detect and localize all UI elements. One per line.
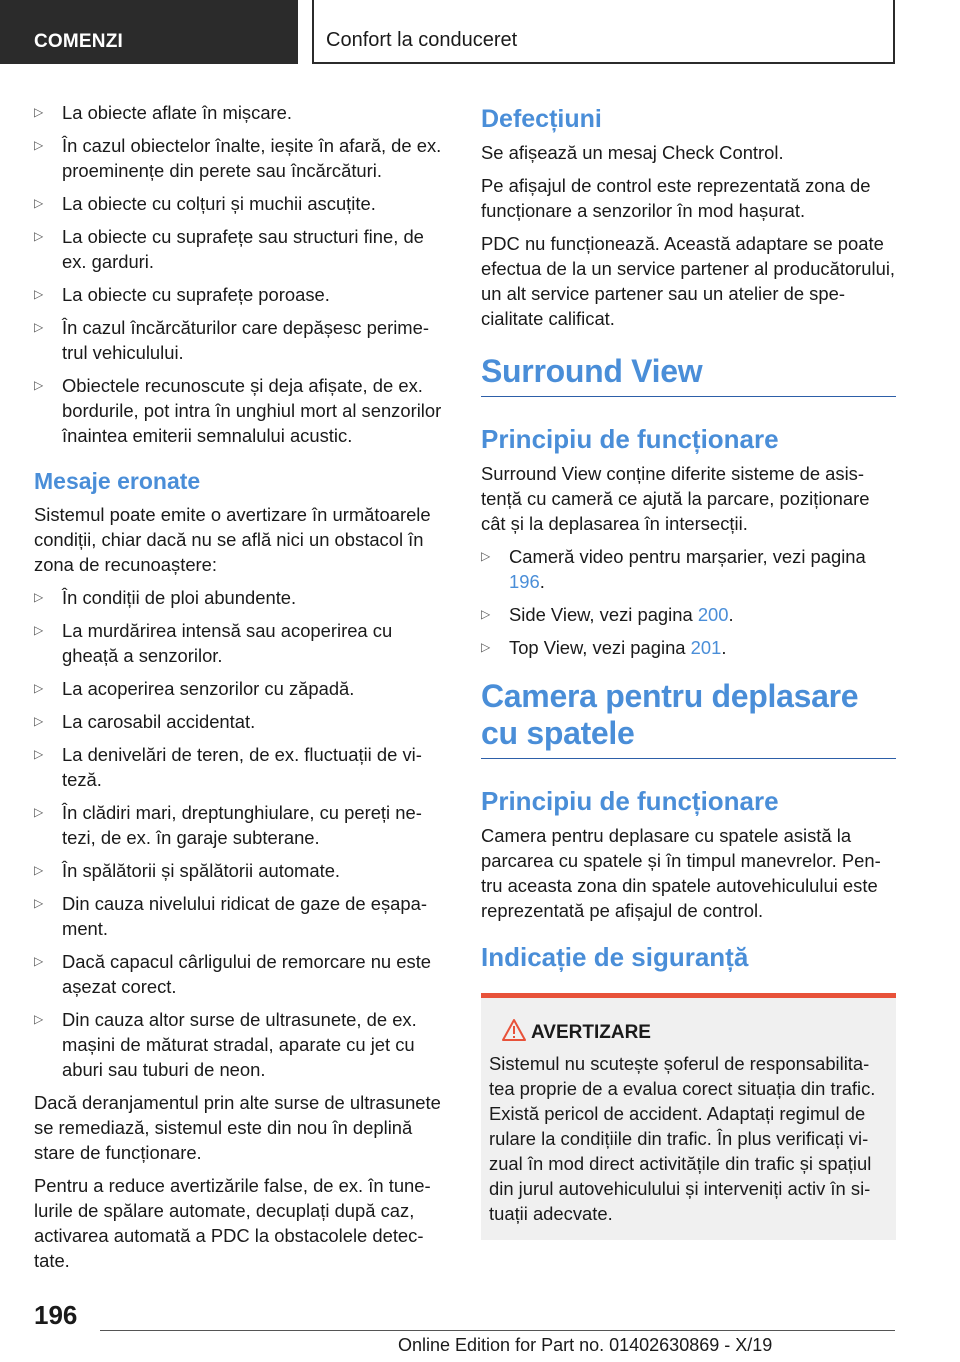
- object-limits-list: [34, 100, 442, 448]
- page-link-196[interactable]: 196: [509, 571, 540, 592]
- surround-view-list: [481, 544, 896, 660]
- triangle-bullet-icon: ▷: [34, 747, 44, 761]
- paragraph-recovery: Dacă deranjamentul prin alte surse de ultrasunete se remediază, sistemul este din nou în deplină stare de funcționare.: [34, 1092, 441, 1163]
- section-tab: COMENZI: [0, 0, 298, 64]
- triangle-bullet-icon: ▷: [34, 229, 44, 243]
- surround-view-text: Surround View conține diferite sisteme de asistență cu cameră ce ajută la parcare, poziționare cât și la deplasarea în intersecții.: [481, 463, 870, 534]
- list-item: ▷ Din cauza altor surse de ultrasunete, de ex. mașini de măturat stradal, aparate cu jet cu aburi sau tuburi de neon.: [34, 1009, 417, 1080]
- triangle-bullet-icon: ▷: [34, 196, 44, 210]
- warning-title: AVERTIZARE: [531, 1022, 651, 1043]
- chapter-tab: Confort la conduceret: [312, 0, 895, 64]
- list-item: ▷ Side View, vezi pagina 200.: [481, 604, 734, 625]
- page-number: 196: [34, 1300, 78, 1330]
- list-item: ▷ Din cauza nivelului ridicat de gaze de eșapament.: [34, 893, 427, 939]
- right-column: [481, 104, 896, 1240]
- defects-p2: Pe afișajul de control este reprezentată zona de funcționare a senzorilor în mod hașurat.: [481, 175, 871, 221]
- list-item: ▷ La denivelări de teren, de ex. fluctuații de viteză.: [34, 744, 422, 790]
- page-link-200[interactable]: 200: [697, 604, 729, 625]
- triangle-bullet-icon: ▷: [34, 320, 44, 334]
- false-alarms-list: [34, 585, 442, 1082]
- list-item: ▷ La obiecte cu suprafețe sau structuri fine, de ex. garduri.: [34, 226, 424, 272]
- rear-camera-principle-heading: Principiu de funcționare: [481, 786, 779, 816]
- triangle-bullet-icon: ▷: [34, 863, 44, 877]
- list-item: ▷ Dacă capacul cârligului de remorcare nu este așezat corect.: [34, 951, 432, 997]
- surround-view-title: Surround View: [481, 353, 896, 397]
- list-item: ▷ La obiecte cu suprafețe poroase.: [34, 284, 330, 305]
- warning-title-row: [489, 1020, 886, 1045]
- list-item: ▷ În clădiri mari, dreptunghiulare, cu pereți netezi, de ex. în garaje subterane.: [34, 802, 422, 848]
- defects-heading: Defecțiuni: [481, 105, 602, 133]
- defects-p1: Se afișează un mesaj Check Control.: [481, 142, 784, 163]
- triangle-bullet-icon: ▷: [34, 714, 44, 728]
- list-item: ▷ Cameră video pentru marșarier, vezi pagina 196.: [481, 546, 866, 592]
- triangle-bullet-icon: ▷: [34, 954, 44, 968]
- footer-edition: Online Edition for Part no. 01402630869 - X/19: [398, 1335, 773, 1355]
- triangle-bullet-icon: ▷: [34, 1012, 44, 1026]
- list-item: ▷ La murdărirea intensă sau acoperirea cu gheață a senzorilor.: [34, 620, 393, 666]
- list-item: ▷ Top View, vezi pagina 201.: [481, 637, 727, 658]
- false-alarms-intro: Sistemul poate emite o avertizare în următoarele condiții, chiar dacă nu se află nici un obstacol în zona de recunoaștere:: [34, 504, 431, 575]
- triangle-bullet-icon: ▷: [34, 896, 44, 910]
- triangle-bullet-icon: ▷: [481, 640, 491, 654]
- list-item: ▷ Obiectele recunoscute și deja afișate, de ex. bordurile, pot intra în unghiul mort al senzorilor înaintea emiterii semnalului acustic.: [34, 375, 442, 446]
- false-alarms-heading: Mesaje eronate: [34, 468, 201, 494]
- triangle-bullet-icon: ▷: [34, 378, 44, 392]
- triangle-bullet-icon: ▷: [34, 138, 44, 152]
- rear-camera-text: Camera pentru deplasare cu spatele asistă la parcarea cu spatele și în timpul manevrelor. Pentru aceasta zona din spatele autovehiculului este reprezentată pe afișajul de control.: [481, 825, 881, 921]
- list-item: ▷ La obiecte aflate în mișcare.: [34, 102, 293, 123]
- list-item: ▷ În condiții de ploi abundente.: [34, 587, 297, 608]
- surround-view-principle-heading: Principiu de funcționare: [481, 424, 779, 454]
- paragraph-reduce-alarms: Pentru a reduce avertizările false, de ex. în tunelurile de spălare automate, decuplați după caz, activarea automată a PDC la obstacolele detectate.: [34, 1175, 431, 1271]
- footer-divider: [100, 1330, 895, 1331]
- warning-text: Sistemul nu scutește șoferul de responsabilitatea proprie de a evalua corect situația din trafic. Există pericol de accident. Adaptați regimul de rulare la condițiile din trafic. În plus verificați vizual în mod direct activitățile din trafic și spațiul din jurul autovehiculului și interveniți activ în situații adecvate.: [489, 1053, 876, 1224]
- triangle-bullet-icon: ▷: [481, 607, 491, 621]
- warning-box: [481, 993, 896, 1240]
- page-header: [0, 0, 960, 66]
- list-item: ▷ La carosabil accidentat.: [34, 711, 256, 732]
- triangle-bullet-icon: ▷: [481, 549, 491, 563]
- triangle-bullet-icon: ▷: [34, 805, 44, 819]
- list-item: ▷ În spălătorii și spălătorii automate.: [34, 860, 341, 881]
- list-item: ▷ În cazul obiectelor înalte, ieșite în afară, de ex. proeminențe din perete sau încărcături.: [34, 135, 442, 181]
- safety-heading: Indicație de siguranță: [481, 942, 749, 972]
- triangle-bullet-icon: ▷: [34, 105, 44, 119]
- triangle-bullet-icon: ▷: [34, 287, 44, 301]
- rear-camera-title: Camera pentru deplasare cu spatele: [481, 678, 896, 759]
- triangle-bullet-icon: ▷: [34, 681, 44, 695]
- triangle-bullet-icon: ▷: [34, 590, 44, 604]
- page-link-201[interactable]: 201: [690, 637, 722, 658]
- list-item: ▷ La acoperirea senzorilor cu zăpadă.: [34, 678, 355, 699]
- left-column: [34, 100, 442, 1281]
- defects-p3: PDC nu funcționează. Această adaptare se poate efectua de la un service partener al producătorului, un alt service partener sau un atelier de specialitate calificat.: [481, 233, 896, 329]
- warning-triangle-icon: [501, 1018, 527, 1042]
- list-item: ▷ La obiecte cu colțuri și muchii ascuțite.: [34, 193, 376, 214]
- triangle-bullet-icon: ▷: [34, 623, 44, 637]
- list-item: ▷ În cazul încărcăturilor care depășesc perimetrul vehiculului.: [34, 317, 429, 363]
